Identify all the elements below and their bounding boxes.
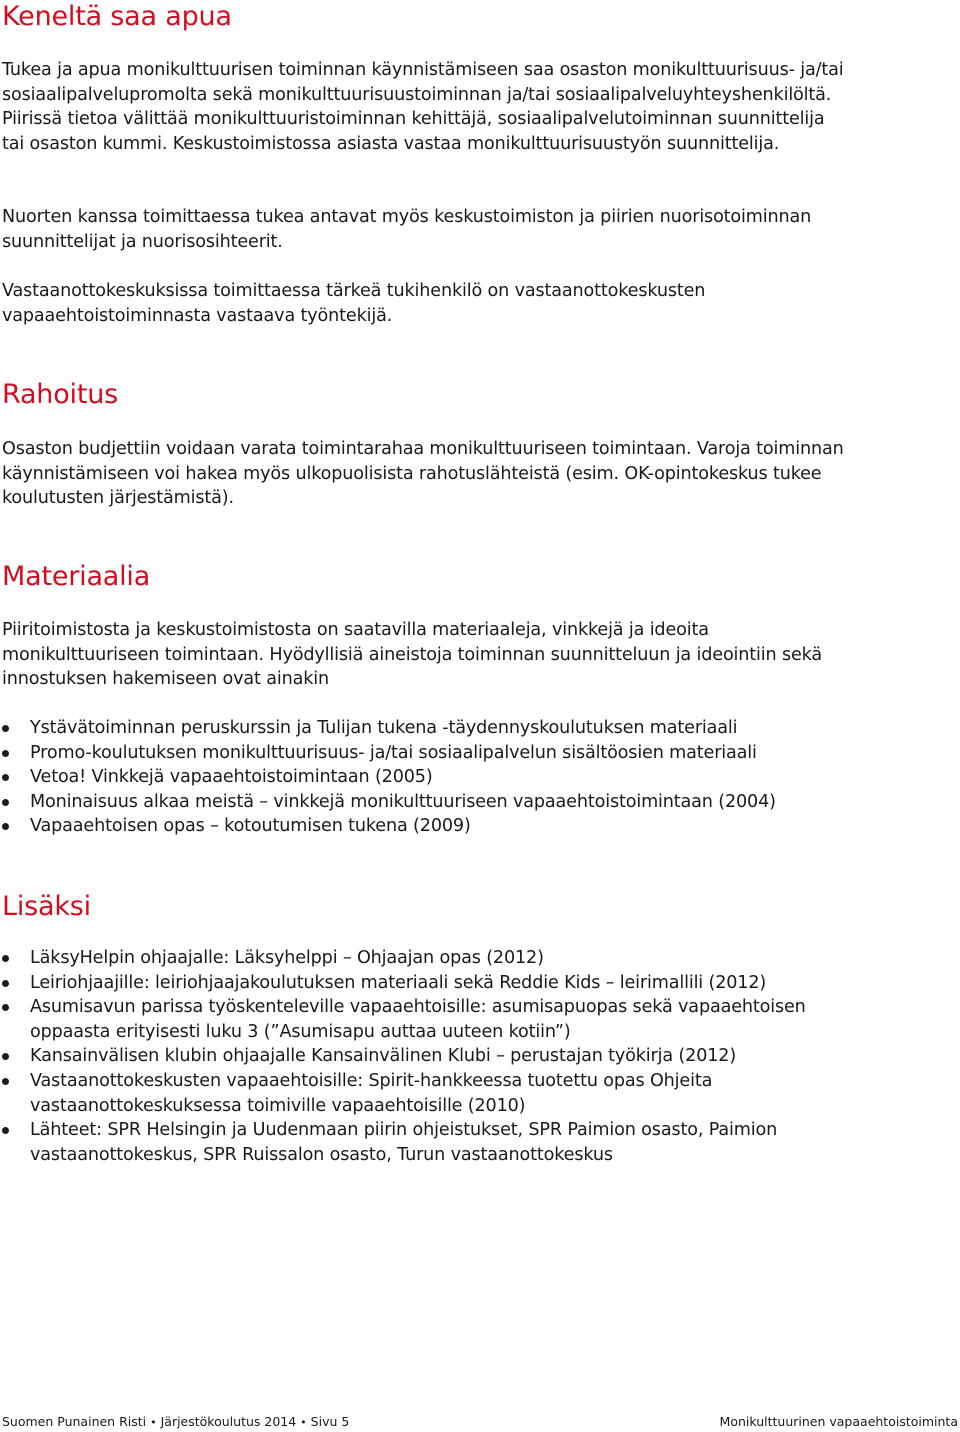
list-item-text: Vapaaehtoisen opas – kotoutumisen tukena (2009)	[30, 816, 471, 837]
list-item-text: Vetoa! Vinkkejä vapaaehtoistoimintaan (2005)	[30, 767, 433, 788]
footer-separator: •	[150, 1416, 157, 1429]
list-item	[2, 1044, 902, 1069]
list-item	[2, 765, 902, 790]
list-item-text: Promo-koulutuksen monikulttuurisuus- ja/tai sosiaalipalvelun sisältöosien materiaali	[30, 742, 757, 763]
bullet-icon	[2, 725, 9, 732]
bullet-icon	[2, 823, 9, 830]
bullet-icon	[2, 1078, 9, 1085]
footer-separator: •	[300, 1416, 307, 1429]
bullet-icon	[2, 980, 9, 987]
bullet-icon	[2, 1127, 9, 1134]
bullet-icon	[2, 774, 9, 781]
help-paragraph-1: Tukea ja apua monikulttuurisen toiminnan käynnistämiseen saa osaston monikulttuurisuus- ja/tai sosiaalipalvelupromolta sekä monikulttuurisuustoiminnan ja/tai sosiaalipalveluyhteyshenkilöltä. Piirissä tietoa välittää monikulttuuristoiminnan kehittäjä, sosiaalipalvelutoiminnan suunnittelija tai osaston kummi. Keskustoimistossa asiasta vastaa monikulttuurisuustyön suunnittelija.	[2, 60, 844, 154]
list-item-text: Lähteet: SPR Helsingin ja Uudenmaan piirin ohjeistukset, SPR Paimion osasto, Paimion vastaanottokeskus, SPR Ruissalon osasto, Turun vastaanottokeskus	[30, 1120, 778, 1165]
section-heading-funding: Rahoitus	[2, 379, 119, 410]
list-item	[2, 790, 902, 815]
section-heading-help: Keneltä saa apua	[2, 1, 232, 32]
list-item	[2, 1118, 870, 1167]
bullet-icon	[2, 955, 9, 962]
list-item	[2, 971, 902, 996]
list-item-text: Moninaisuus alkaa meistä – vinkkejä monikulttuuriseen vapaaehtoistoimintaan (2004)	[30, 791, 776, 812]
list-item	[2, 814, 902, 839]
section-heading-material: Materiaalia	[2, 561, 151, 592]
footer-org: Suomen Punainen Risti	[2, 1414, 147, 1429]
footer-doc-title: Monikulttuurinen vapaaehtoistoiminta	[719, 1414, 958, 1429]
bullet-icon	[2, 1053, 9, 1060]
help-paragraph-2: Nuorten kanssa toimittaessa tukea antavat myös keskustoimiston ja piirien nuorisotoiminnan suunnittelijat ja nuorisosihteerit.	[2, 207, 812, 252]
list-item-text: Vastaanottokeskusten vapaaehtoisille: Spirit-hankkeessa tuotettu opas Ohjeita vastaanottokeskuksessa toimiville vapaaehtoisille (2010)	[30, 1070, 713, 1116]
list-item-text: Asumisavun parissa työskenteleville vapaaehtoisille: asumisapuopas sekä vapaaehtoisen oppaasta erityisesti luku 3 (”Asumisapu auttaa uuteen kotiin”)	[30, 997, 806, 1042]
footer-page-number: Sivu 5	[310, 1414, 350, 1429]
material-list	[2, 716, 902, 839]
help-paragraph-3: Vastaanottokeskuksissa toimittaessa tärkeä tukihenkilö on vastaanottokeskusten vapaaehtoistoiminnasta vastaava työntekijä.	[2, 281, 706, 326]
list-item-text: Leiriohjaajille: leiriohjaajakoulutuksen materiaali sekä Reddie Kids – leirimallili (2012)	[30, 972, 767, 993]
section-heading-more: Lisäksi	[2, 891, 91, 922]
list-item	[2, 995, 875, 1044]
list-item-text: Ystävätoiminnan peruskurssin ja Tulijan tukena -täydennyskoulutuksen materiaali	[30, 718, 738, 738]
list-item	[2, 946, 902, 971]
more-list	[2, 946, 902, 1167]
material-paragraph: Piiritoimistosta ja keskustoimistosta on saatavilla materiaaleja, vinkkejä ja ideoita monikulttuuriseen toimintaan. Hyödyllisiä aineistoja toiminnan suunnitteluun ja ideointiin sekä innostuksen hakemiseen ovat ainakin	[2, 620, 823, 690]
bullet-icon	[2, 1004, 9, 1011]
funding-paragraph: Osaston budjettiin voidaan varata toimintarahaa monikulttuuriseen toimintaan. Varoja toiminnan käynnistämiseen voi hakea myös ulkopuolisista rahotuslähteistä (esim. OK-opintokeskus tukee koulutusten järjestämistä).	[2, 439, 844, 509]
list-item	[2, 741, 902, 766]
bullet-icon	[2, 799, 9, 806]
list-item	[2, 1069, 830, 1118]
list-item-text: Kansainvälisen klubin ohjaajalle Kansainvälinen Klubi – perustajan työkirja (2012)	[30, 1046, 737, 1067]
footer-course: Järjestökoulutus 2014	[160, 1414, 297, 1429]
footer-left	[2, 1414, 349, 1431]
list-item-text: LäksyHelpin ohjaajalle: Läksyhelppi – Ohjaajan opas (2012)	[30, 948, 544, 968]
bullet-icon	[2, 750, 9, 757]
list-item	[2, 716, 902, 741]
